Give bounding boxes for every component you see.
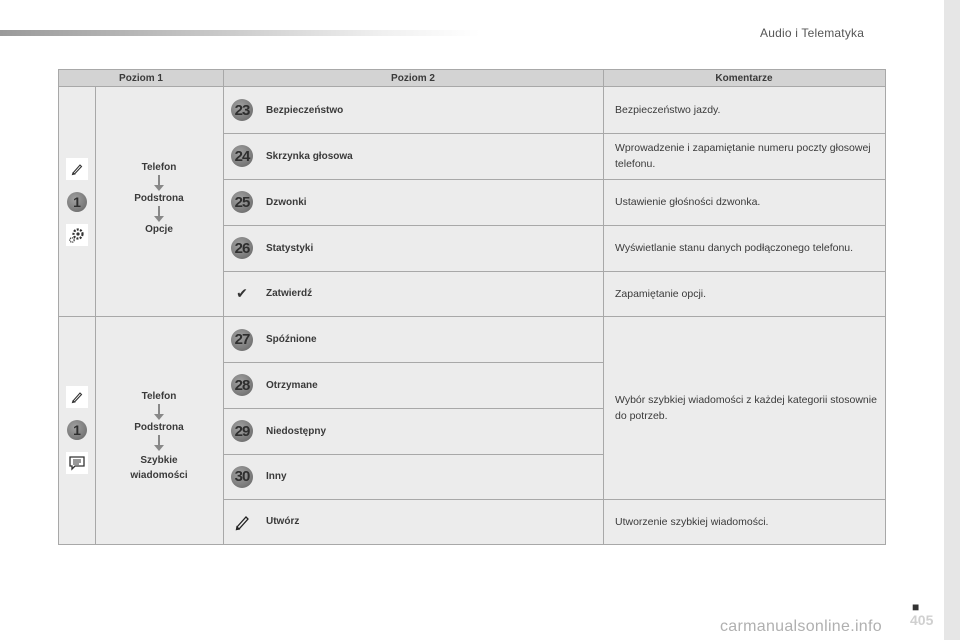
menu-item-label: Zatwierdź (266, 288, 313, 299)
menu-item-label: Spóźnione (266, 334, 317, 345)
page-number: 405 (910, 612, 934, 628)
menu-number-badge: 26 (231, 237, 253, 259)
menu-item-comment: Utworzenie szybkiej wiadomości. (615, 515, 769, 528)
menu-number-badge: 27 (231, 329, 253, 351)
menu-item-comment: Wyświetlanie stanu danych podłączonego telefonu. (615, 242, 854, 254)
menu-number-badge: 29 (231, 420, 253, 442)
top-gradient-bar (0, 30, 480, 36)
settings-gear-icon (66, 224, 88, 246)
menu-item-label: Inny (266, 471, 287, 482)
column-header-level1: Poziom 1 (59, 70, 223, 87)
message-bubble-icon (66, 452, 88, 474)
section-title: Audio i Telematyka (760, 26, 865, 40)
menu-number-badge: 23 (231, 99, 253, 121)
path-step-quick-messages: Szybkie wiadomości (130, 455, 188, 481)
column-header-level2: Poziom 2 (223, 70, 603, 87)
right-margin-stripe (944, 0, 960, 640)
menu-item-label: Otrzymane (266, 379, 318, 391)
menu-item-label: Dzwonki (266, 196, 307, 208)
arrow-down-icon (158, 435, 160, 446)
group1-navigation-path (95, 162, 223, 235)
group2-shortcut-icons (65, 386, 89, 474)
arrow-down-icon (158, 175, 160, 186)
pencil-icon (66, 158, 88, 180)
shortcut-number-badge: 1 (67, 420, 87, 440)
watermark: carmanualsonline.info (720, 618, 882, 635)
path-step-subpage: Podstrona (134, 193, 184, 204)
menu-number-badge: 24 (231, 145, 253, 167)
menu-item-label: Utwórz (266, 516, 300, 527)
path-step-phone: Telefon (141, 391, 177, 402)
shortcut-number-badge: 1 (67, 192, 87, 212)
group1-shortcut-icons (65, 158, 89, 246)
menu-item-comment: Ustawienie głośności dzwonka. (615, 196, 761, 208)
shared-comment: Wybór szybkiej wiadomości z każdej kategorii stosownie do potrzeb. (615, 394, 877, 422)
menu-item-label: Statystyki (266, 242, 314, 254)
page-marker: ■ (912, 600, 920, 614)
pencil-icon (66, 386, 88, 408)
pencil-icon (223, 499, 261, 544)
group2-navigation-path (95, 391, 223, 483)
menu-table (58, 69, 886, 545)
menu-number-badge: 25 (231, 191, 253, 213)
menu-number-badge: 28 (231, 374, 253, 396)
menu-item-label: Niedostępny (266, 425, 327, 437)
arrow-down-icon (158, 404, 160, 415)
path-step-phone: Telefon (141, 162, 177, 173)
checkmark-icon: ✔ (236, 285, 248, 301)
menu-item-label: Skrzynka głosowa (266, 150, 353, 162)
arrow-down-icon (158, 206, 160, 217)
grid-line (603, 70, 604, 544)
menu-item-comment: Wprowadzenie i zapamiętanie numeru poczty głosowej telefonu. (615, 142, 871, 170)
menu-item-label: Bezpieczeństwo (266, 104, 344, 116)
menu-item-comment: Bezpieczeństwo jazdy. (615, 104, 721, 116)
path-step-options: Opcje (145, 224, 173, 235)
menu-number-badge: 30 (231, 466, 253, 488)
column-header-comments: Komentarze (603, 70, 885, 87)
path-step-subpage: Podstrona (134, 422, 184, 433)
menu-item-comment: Zapamiętanie opcji. (615, 287, 707, 300)
